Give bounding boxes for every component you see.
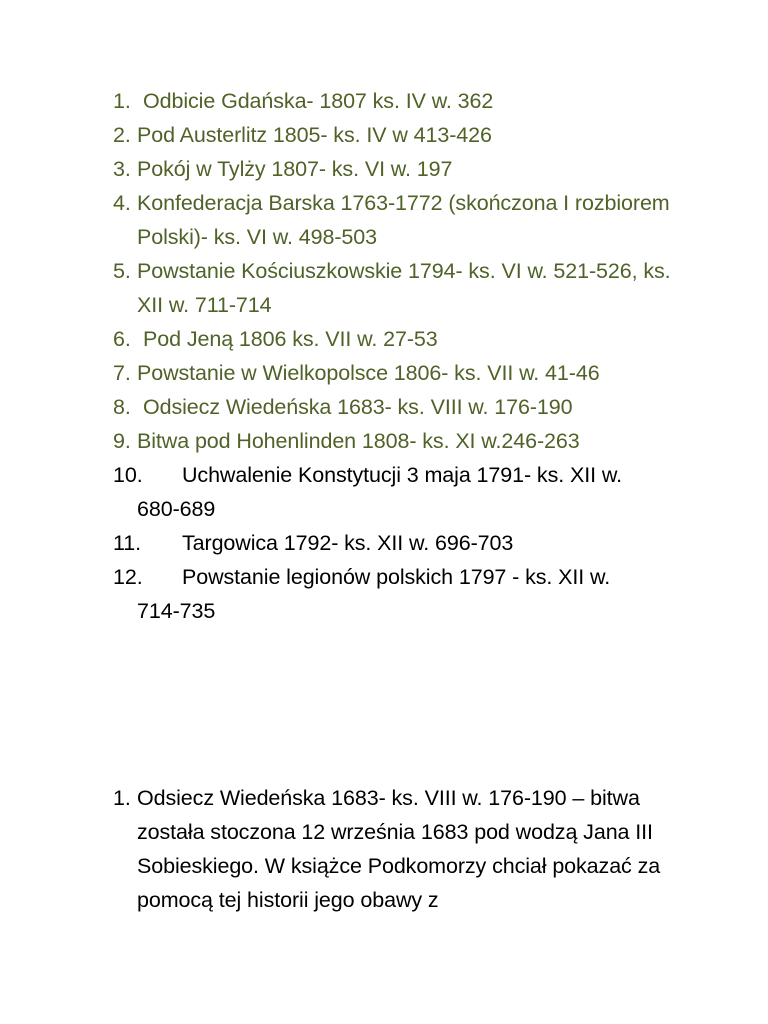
list-number: 6. xyxy=(113,327,131,351)
list-item xyxy=(113,424,693,458)
list-item-text: Bitwa pod Hohenlinden 1808- ks. XI w.246-263 xyxy=(137,429,580,453)
topics-list xyxy=(113,84,693,628)
list-number: 3. xyxy=(113,157,131,181)
list-number: 4. xyxy=(113,191,131,215)
list-item-text: Uchwalenie Konstytucji 3 maja 1791- ks. XII w. xyxy=(182,463,622,487)
list-item xyxy=(113,118,693,152)
list-number: 1. xyxy=(113,786,131,810)
list-item-text: Odbicie Gdańska- 1807 ks. IV w. 362 xyxy=(143,89,494,113)
list-item-text: Powstanie Kościuszkowskie 1794- ks. VI w. 521-526, ks. XII w. 711-714 xyxy=(137,259,671,317)
list-item xyxy=(113,526,693,560)
list-item xyxy=(113,458,693,526)
list-item xyxy=(113,186,693,254)
list-item xyxy=(113,390,693,424)
list-item xyxy=(113,254,693,322)
list-item xyxy=(113,356,693,390)
list-item-text: Powstanie legionów polskich 1797 - ks. XII w. xyxy=(182,565,611,589)
list-item-text: Odsiecz Wiedeńska 1683- ks. VIII w. 176-190 xyxy=(143,395,573,419)
list-item xyxy=(113,322,693,356)
list-item-text-continued: 680-689 xyxy=(137,497,216,521)
list-item xyxy=(113,152,693,186)
list-number: 9. xyxy=(113,429,131,453)
list-number: 2. xyxy=(113,123,131,147)
list-number: 10. xyxy=(113,463,143,487)
list-item-text: Konfederacja Barska 1763-1772 (skończona I rozbiorem Polski)- ks. VI w. 498-503 xyxy=(137,191,670,249)
list-item-text: Powstanie w Wielkopolsce 1806- ks. VII w. 41-46 xyxy=(137,361,600,385)
list-item-text: Pod Jeną 1806 ks. VII w. 27-53 xyxy=(143,327,438,351)
list-item xyxy=(113,781,693,917)
list-number: 12. xyxy=(113,565,143,589)
list-number: 1. xyxy=(113,89,131,113)
list-number: 11. xyxy=(113,531,141,555)
list-item-text: Odsiecz Wiedeńska 1683- ks. VIII w. 176-190 – bitwa została stoczona 12 września 1683 pod wodzą Jana III Sobieskiego. W książce Podkomorzy chciał pokazać za pomocą tej historii jego obawy z xyxy=(137,786,661,912)
list-number: 8. xyxy=(113,395,131,419)
list-item xyxy=(113,84,693,118)
list-item-text-continued: 714-735 xyxy=(137,599,216,623)
description-list xyxy=(113,781,693,917)
list-number: 5. xyxy=(113,259,131,283)
list-item-text: Pokój w Tylży 1807- ks. VI w. 197 xyxy=(137,157,453,181)
list-item-text: Pod Austerlitz 1805- ks. IV w 413-426 xyxy=(137,123,492,147)
list-number: 7. xyxy=(113,361,131,385)
list-item-text: Targowica 1792- ks. XII w. 696-703 xyxy=(182,531,514,555)
list-item xyxy=(113,560,693,628)
